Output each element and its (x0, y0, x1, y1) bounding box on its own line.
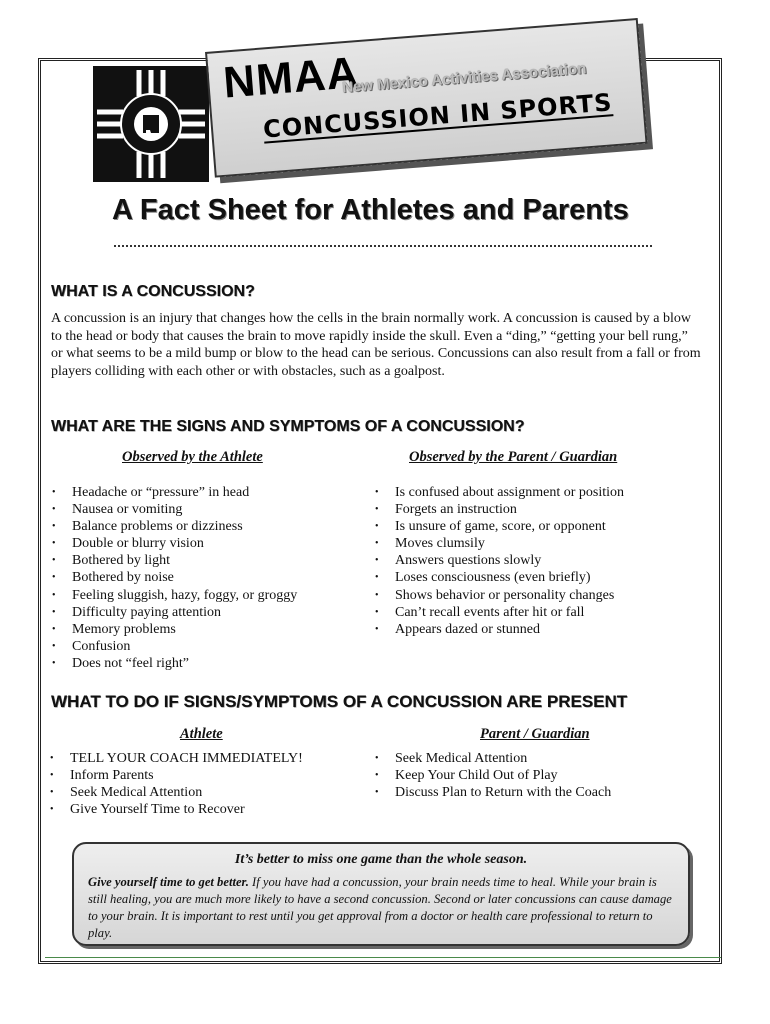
list-item: • Appears dazed or stunned (375, 621, 624, 638)
athlete-action-list (50, 750, 303, 818)
list-item: • Memory problems (52, 621, 297, 638)
list-item: • Feeling sluggish, hazy, foggy, or groggy (52, 587, 297, 604)
list-item: • Seek Medical Attention (375, 750, 611, 767)
parent-observed-heading: Observed by the Parent / Guardian (409, 449, 618, 465)
list-item: • Is unsure of game, score, or opponent (375, 518, 624, 535)
list-item: • Bothered by noise (52, 569, 297, 586)
list-item: • Inform Parents (50, 767, 303, 784)
list-item: • Give Yourself Time to Recover (50, 801, 303, 818)
parent-symptom-list (375, 484, 624, 638)
list-item: • Answers questions slowly (375, 552, 624, 569)
parent-action-list (375, 750, 611, 801)
list-item: • Loses consciousness (even briefly) (375, 569, 624, 586)
list-item: • Seek Medical Attention (50, 784, 303, 801)
list-item: • Does not “feel right” (52, 655, 297, 672)
intro-paragraph: A concussion is an injury that changes how the cells in the brain normally work. A concussion is caused by a blow to the head or body that causes the brain to move rapidly inside the skull. Even a “ding,” “getting your bell rung,” or what seems to be a mild bump or blow to the head can be serious. Concussions can also result from a fall or from players colliding with each other or with obstacles, such as a goalpost. (51, 311, 701, 379)
callout-body (88, 874, 678, 942)
nmaa-logo (93, 66, 209, 182)
list-item: • Balance problems or dizziness (52, 518, 297, 535)
title-divider (114, 245, 652, 247)
list-item: • Is confused about assignment or position (375, 484, 624, 501)
list-item: • Discuss Plan to Return with the Coach (375, 784, 611, 801)
section-heading-what-to-do: WHAT TO DO IF SIGNS/SYMPTOMS OF A CONCUSSION ARE PRESENT (51, 692, 628, 711)
list-item: • Can’t recall events after hit or fall (375, 604, 624, 621)
athlete-action-heading: Athlete (180, 726, 223, 742)
list-item: • Headache or “pressure” in head (52, 484, 297, 501)
list-item: • Bothered by light (52, 552, 297, 569)
callout-lead: Give yourself time to get better. (88, 875, 249, 889)
page-title: A Fact Sheet for Athletes and Parents (112, 194, 629, 226)
org-abbreviation: NMAA (221, 48, 361, 108)
list-item: • Confusion (52, 638, 297, 655)
callout-title: It’s better to miss one game than the whole season. (234, 852, 528, 867)
parent-action-heading: Parent / Guardian (480, 726, 590, 742)
list-item: • TELL YOUR COACH IMMEDIATELY! (50, 750, 303, 767)
section-heading-signs: WHAT ARE THE SIGNS AND SYMPTOMS OF A CONCUSSION? (51, 418, 525, 435)
list-item: • Nausea or vomiting (52, 501, 297, 518)
footer-divider (45, 957, 721, 958)
list-item: • Keep Your Child Out of Play (375, 767, 611, 784)
list-item: • Difficulty paying attention (52, 604, 297, 621)
list-item: • Shows behavior or personality changes (375, 587, 624, 604)
list-item: • Forgets an instruction (375, 501, 624, 518)
athlete-observed-heading: Observed by the Athlete (122, 449, 263, 465)
banner-title: CONCUSSION IN SPORTS (262, 88, 614, 144)
org-full-name: New Mexico Activities Association (341, 60, 587, 97)
section-heading-what-is: WHAT IS A CONCUSSION? (51, 283, 255, 300)
list-item: • Double or blurry vision (52, 535, 297, 552)
athlete-symptom-list (52, 484, 297, 672)
callout-text: If you have had a concussion, your brain needs time to heal. While your brain is still healing, you are much more likely to have a second concussion. Second or later concussions can cause damage to your brain. It is important to rest until you get approval from a doctor or health care professional to return to play. (88, 875, 672, 940)
advice-callout (72, 842, 690, 946)
list-item: • Moves clumsily (375, 535, 624, 552)
